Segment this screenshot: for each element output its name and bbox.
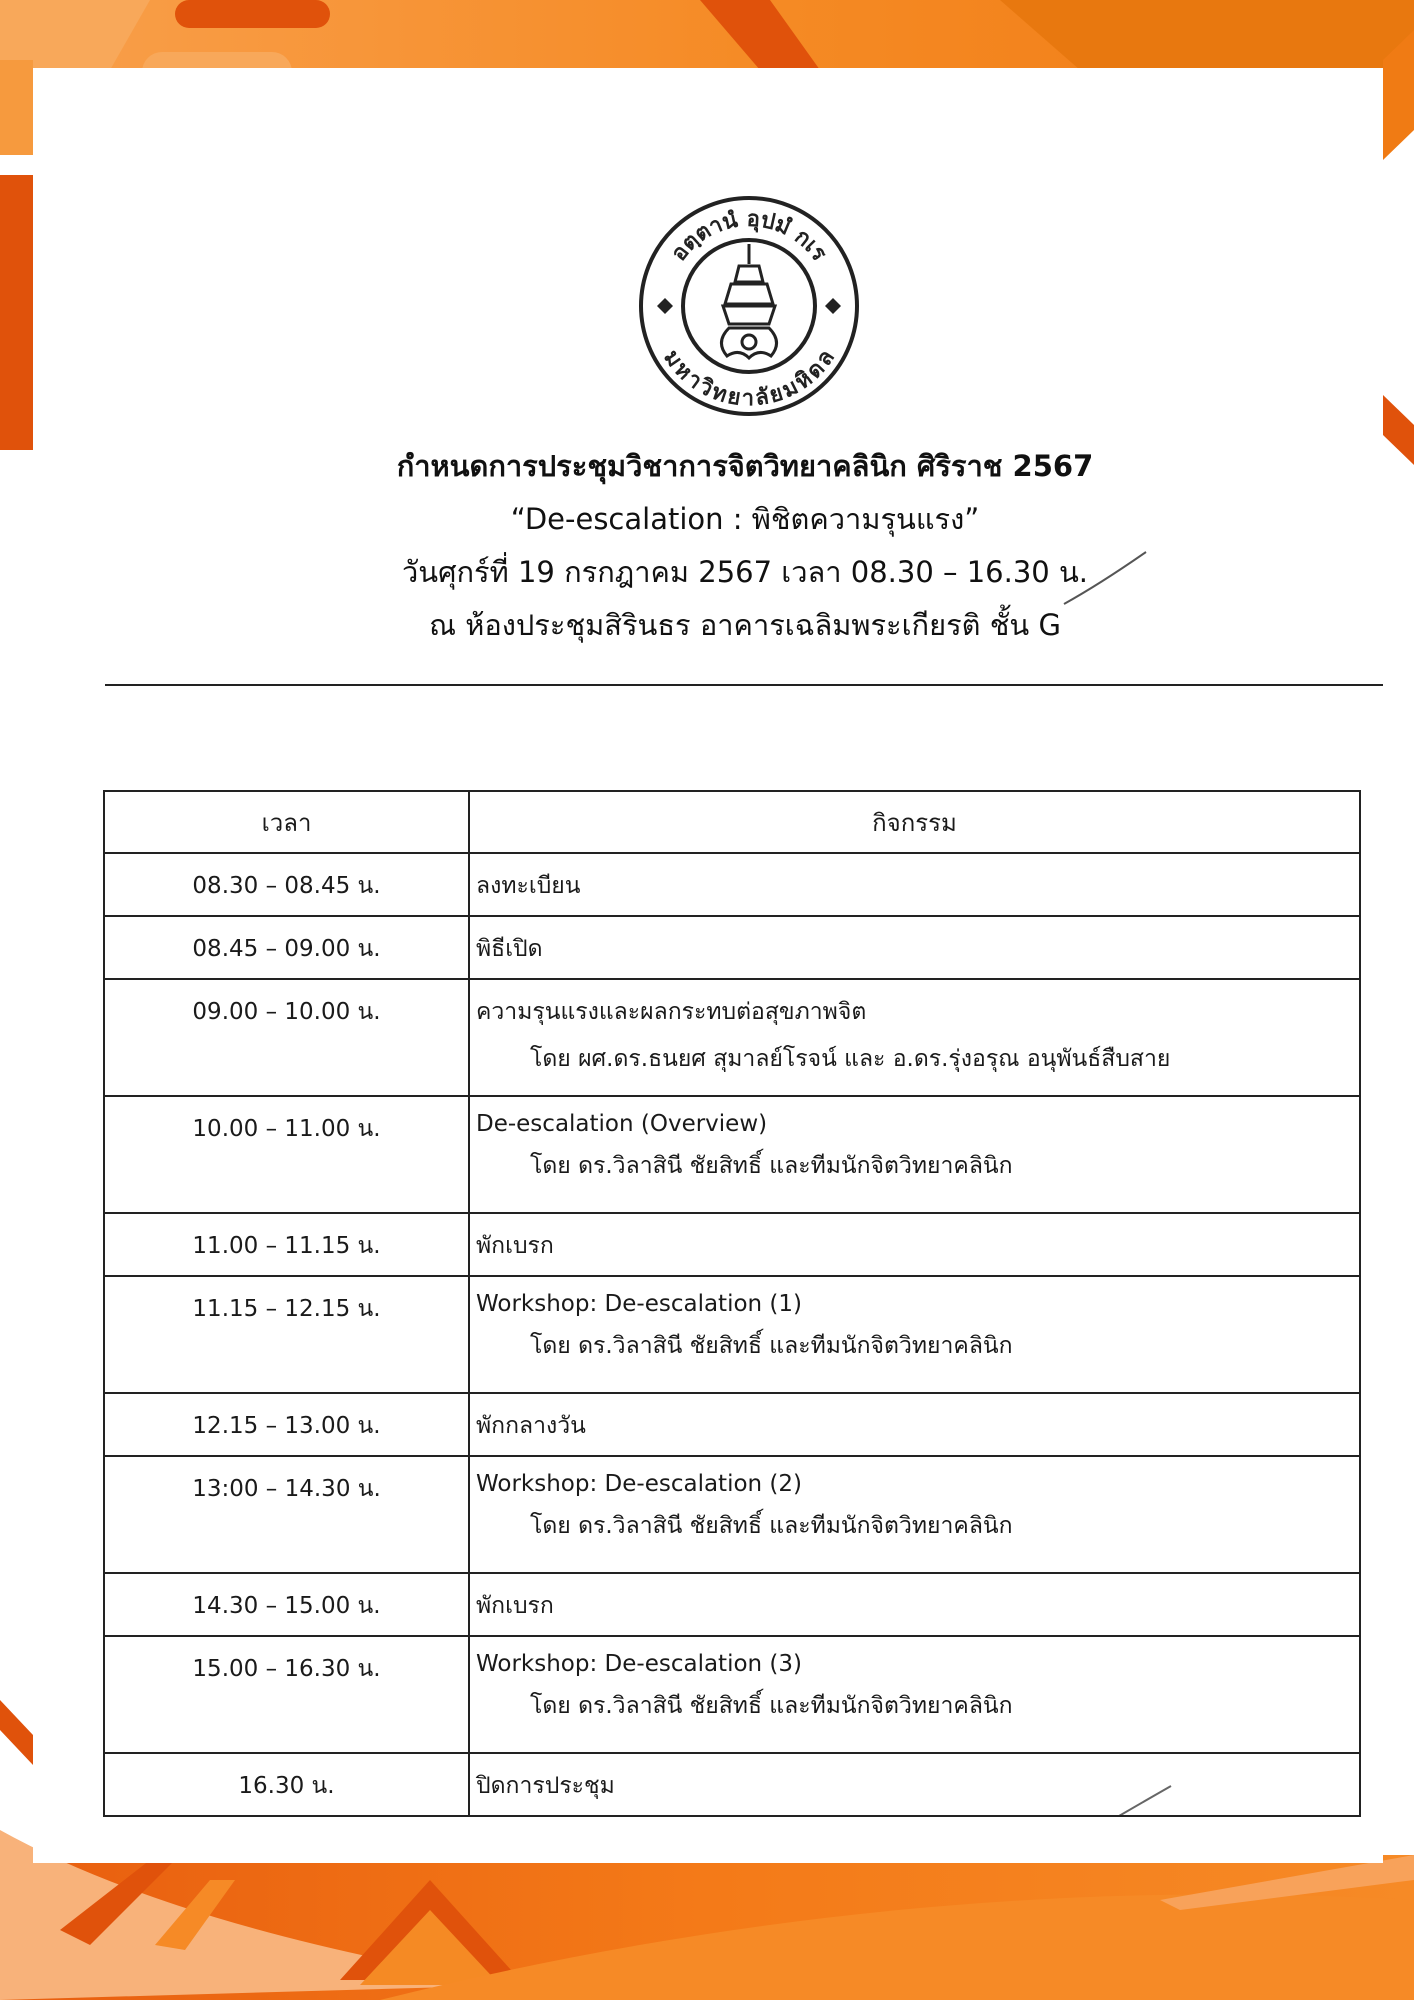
table-row [104,979,1360,1096]
session-time: 11.00 – 11.15 น. [104,1213,469,1276]
conference-venue: ณ ห้องประชุมสิรินธร อาคารเฉลิมพระเกียรติ ชั้น G [429,608,1061,642]
session-time: 10.00 – 11.00 น. [104,1096,469,1213]
table-row [104,1573,1360,1636]
header-divider [105,684,1383,686]
table-row [104,916,1360,979]
session-activity: Workshop: De-escalation (3) [476,1651,802,1677]
svg-text:มหาวิทยาลัยมหิดล [658,346,839,412]
session-speaker: โดย ดร.วิลาสินี ชัยสิทธิ์ และทีมนักจิตวิทยาคลินิก [530,1333,1013,1359]
table-row [104,1393,1360,1456]
signature-mark-icon [1060,548,1150,608]
session-activity: พักเบรก [469,1213,1360,1276]
session-cell [469,1636,1360,1753]
session-speaker: โดย ดร.วิลาสินี ชัยสิทธิ์ และทีมนักจิตวิทยาคลินิก [530,1513,1013,1539]
session-time: 08.45 – 09.00 น. [104,916,469,979]
crown-emblem-icon [721,244,776,358]
conference-date: วันศุกร์ที่ 19 กรกฎาคม 2567 เวลา 08.30 – 16.30 น. [401,555,1089,589]
session-time: 16.30 น. [104,1753,469,1816]
session-time: 13:00 – 14.30 น. [104,1456,469,1573]
conference-title: กำหนดการประชุมวิชาการจิตวิทยาคลินิก ศิริราช 2567 [396,449,1094,483]
session-activity: ลงทะเบียน [469,853,1360,916]
session-activity: พักกลางวัน [469,1393,1360,1456]
session-time: 15.00 – 16.30 น. [104,1636,469,1753]
session-activity: ปิดการประชุม [469,1753,1360,1816]
session-cell [469,1456,1360,1573]
session-time: 14.30 – 15.00 น. [104,1573,469,1636]
table-row [104,1096,1360,1213]
session-activity: Workshop: De-escalation (1) [476,1291,802,1317]
session-time: 09.00 – 10.00 น. [104,979,469,1096]
table-row [104,1456,1360,1573]
university-seal [635,192,863,420]
session-speaker: โดย ดร.วิลาสินี ชัยสิทธิ์ และทีมนักจิตวิทยาคลินิก [530,1153,1013,1179]
session-speaker: โดย ผศ.ดร.ธนยศ สุมาลย์โรจน์ และ อ.ดร.รุ่งอรุณ อนุพันธ์สืบสาย [530,1046,1171,1072]
session-cell [469,1096,1360,1213]
session-activity: Workshop: De-escalation (2) [476,1471,802,1497]
session-speaker: โดย ดร.วิลาสินี ชัยสิทธิ์ และทีมนักจิตวิทยาคลินิก [530,1693,1013,1719]
table-row [104,1753,1360,1816]
seal-text-top: อตฺตานํ อุปมํ กเร [666,206,832,266]
table-row [104,1276,1360,1393]
table-row [104,853,1360,916]
column-header-activity: กิจกรรม [469,791,1360,853]
session-cell [469,1276,1360,1393]
session-time: 08.30 – 08.45 น. [104,853,469,916]
column-header-time: เวลา [104,791,469,853]
session-activity: ความรุนแรงและผลกระทบต่อสุขภาพจิต [476,999,867,1025]
session-activity: พิธีเปิด [469,916,1360,979]
document-header [105,440,1385,652]
table-row [104,1636,1360,1753]
session-cell [469,979,1360,1096]
session-time: 12.15 – 13.00 น. [104,1393,469,1456]
session-activity: พักเบรก [469,1573,1360,1636]
session-time: 11.15 – 12.15 น. [104,1276,469,1393]
table-row [104,1213,1360,1276]
schedule-table [103,790,1361,1817]
table-header-row [104,791,1360,853]
session-activity: De-escalation (Overview) [476,1111,768,1137]
conference-theme: “De-escalation : พิชิตความรุนแรง” [510,502,980,536]
seal-text-bottom: มหาวิทยาลัยมหิดล [658,345,840,412]
